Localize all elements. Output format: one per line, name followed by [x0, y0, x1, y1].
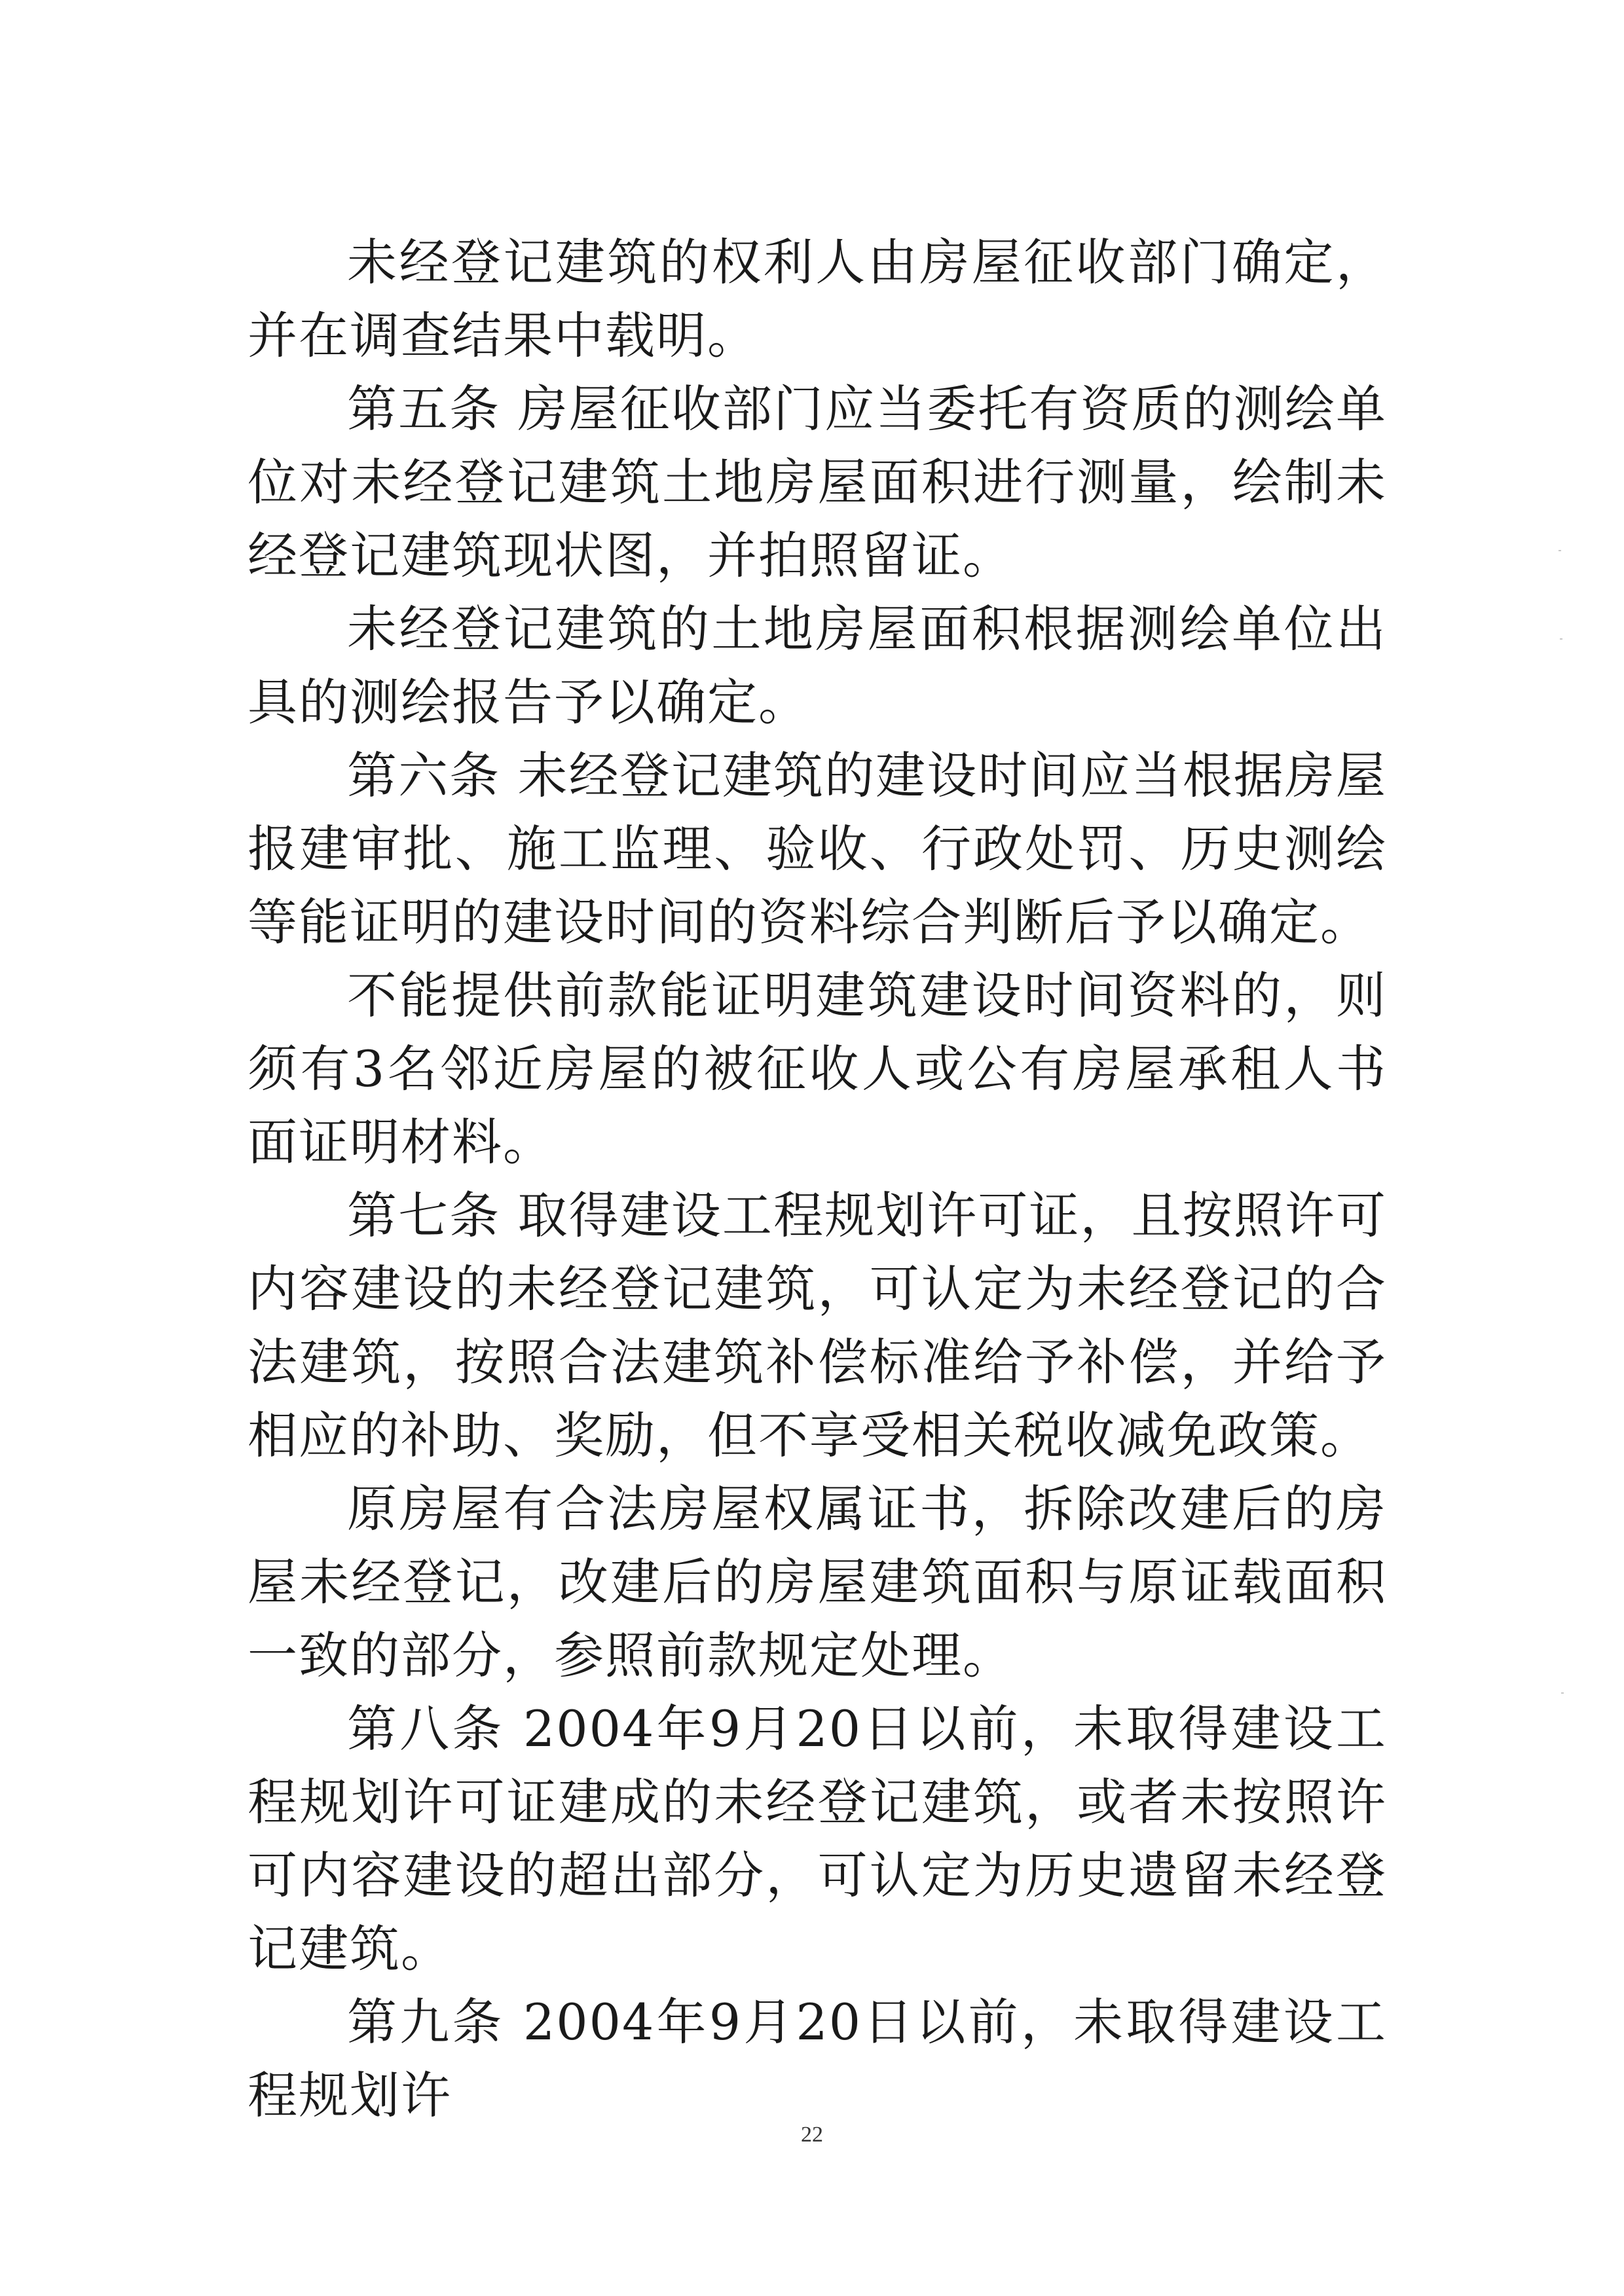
- scan-speck: [1561, 1692, 1564, 1694]
- paragraph-article-7: 第七条 取得建设工程规划许可证，且按照许可内容建设的未经登记建筑，可认定为未经登记的合法建筑，按照合法建筑补偿标准给予补偿，并给予相应的补助、奖励，但不享受相关税收减免政策。: [248, 1186, 1387, 1465]
- paragraph-unregistered-rights-holder: 未经登记建筑的权利人由房屋征收部门确定，并在调查结果中载明。: [248, 233, 1387, 365]
- paragraph-article-5: 第五条 房屋征收部门应当委托有资质的测绘单位对未经登记建筑土地房屋面积进行测量，绘制未经登记建筑现状图，并拍照留证。: [248, 380, 1387, 585]
- paragraph-article-6: 第六条 未经登记建筑的建设时间应当根据房屋报建审批、施工监理、验收、行政处罚、历史测绘等能证明的建设时间的资料综合判断后予以确定。: [248, 746, 1387, 951]
- paragraph-article-8: 第八条 2004年9月20日以前，未取得建设工程规划许可证建成的未经登记建筑，或者未按照许可内容建设的超出部分，可认定为历史遗留未经登记建筑。: [248, 1700, 1387, 1978]
- document-body: [248, 226, 1387, 2132]
- paragraph-rebuilt-house: 原房屋有合法房屋权属证书，拆除改建后的房屋未经登记，改建后的房屋建筑面积与原证载面积一致的部分，参照前款规定处理。: [248, 1480, 1387, 1685]
- scan-speck: [1559, 550, 1561, 551]
- paragraph-area-determination: 未经登记建筑的土地房屋面积根据测绘单位出具的测绘报告予以确定。: [248, 600, 1387, 731]
- paragraph-article-9: 第九条 2004年9月20日以前，未取得建设工程规划许: [248, 1993, 1387, 2124]
- scan-speck: [1560, 638, 1562, 640]
- paragraph-neighbor-proof: 不能提供前款能证明建筑建设时间资料的，则须有3名邻近房屋的被征收人或公有房屋承租人书面证明材料。: [248, 966, 1387, 1171]
- page-number: 22: [801, 2123, 823, 2147]
